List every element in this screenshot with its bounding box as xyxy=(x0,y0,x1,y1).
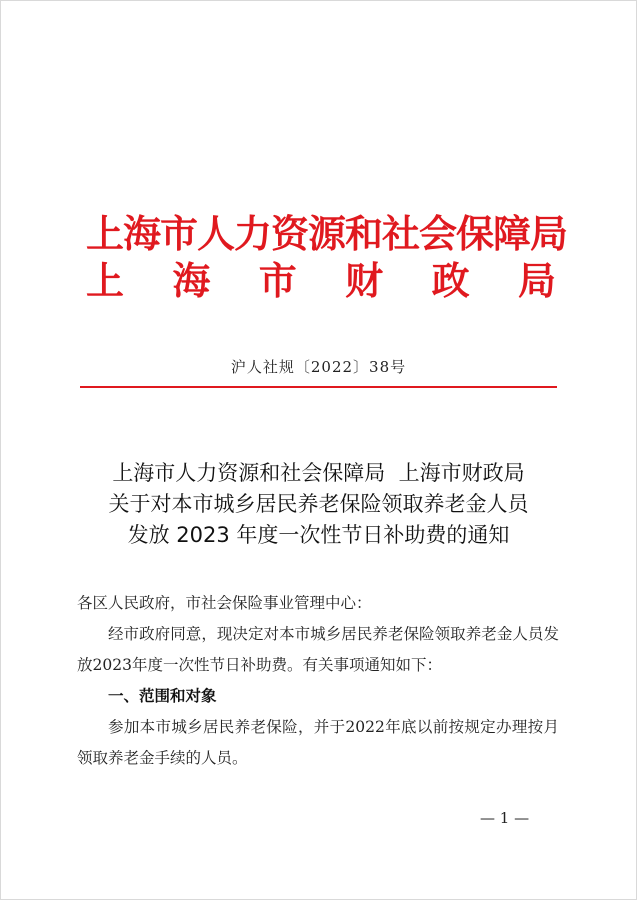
body-paragraph-1: 经市政府同意，现决定对本市城乡居民养老保险领取养老金人员发放2023年度一次性节日补助费。有关事项通知如下： xyxy=(77,625,559,674)
page-number: — 1 — xyxy=(480,809,530,827)
issuing-org-char: 上 xyxy=(86,258,125,303)
red-divider xyxy=(80,386,557,388)
document-number: 沪人社规〔2022〕38号 xyxy=(230,358,407,376)
issuing-org-char: 海 xyxy=(172,258,211,303)
issuing-org-char: 财 xyxy=(345,258,384,303)
issuing-org-line-1: 上海市人力资源和社会保障局 xyxy=(86,211,568,256)
issuing-org-char: 市 xyxy=(258,258,297,303)
title-line: 关于对本市城乡居民养老保险领取养老金人员 xyxy=(108,492,529,516)
issuing-org-char: 政 xyxy=(431,258,470,303)
section-heading-1: 一、范围和对象 xyxy=(108,687,217,705)
title-line: 上海市人力资源和社会保障局 上海市财政局 xyxy=(112,461,525,485)
title-line: 发放 2023 年度一次性节日补助费的通知 xyxy=(127,523,510,547)
body-paragraph-2: 参加本市城乡居民养老保险，并于2022年底以前按规定办理按月领取养老金手续的人员。 xyxy=(77,718,559,767)
document-title xyxy=(0,458,637,551)
issuing-org-line-2 xyxy=(86,257,556,305)
salutation: 各区人民政府，市社会保险事业管理中心： xyxy=(77,594,372,612)
issuing-org-char: 局 xyxy=(517,258,556,303)
